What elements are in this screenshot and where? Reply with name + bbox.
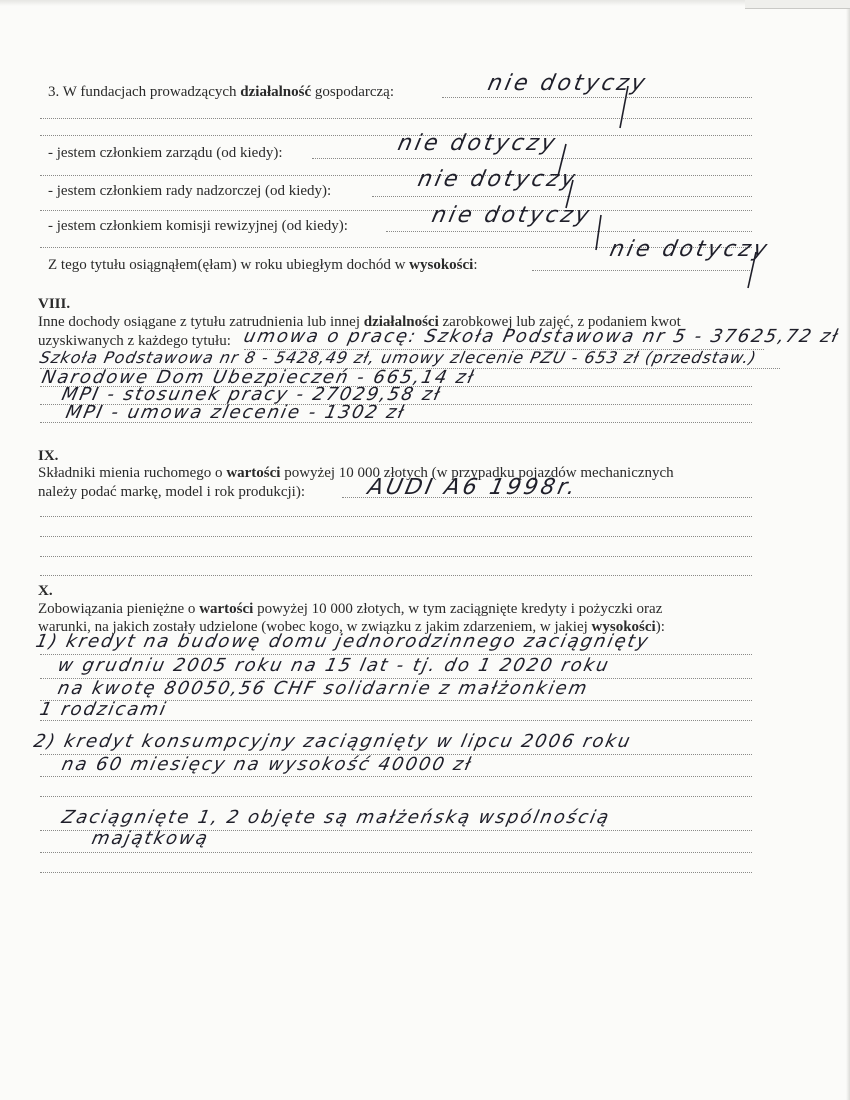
income-source-2: Szkoła Podstawowa nr 8 - 5428,49 zł, umowy zlecenie PZU - 653 zł (przedstaw.) — [38, 348, 759, 367]
dotted-line — [40, 556, 752, 557]
foundations-label: 3. W fundacjach prowadzących działalność gospodarczą: — [48, 84, 395, 100]
liability-line-2: w grudniu 2005 roku na 15 lat - tj. do 1 2020 roku — [55, 655, 612, 676]
board-label: - jestem członkiem zarządu (od kiedy): — [48, 145, 283, 161]
liability-line-4: 1 rodzicami — [37, 699, 170, 720]
supervisory-label: - jestem członkiem rady nadzorczej (od kiedy): — [48, 183, 332, 199]
income-value: nie dotyczy — [607, 237, 773, 262]
board-value: nie dotyczy — [395, 131, 561, 156]
section-ix-heading: IX. — [38, 448, 59, 464]
section-x-text: Zobowiązania pieniężne o wartości powyżej 10 000 złotych, w tym zaciągnięte kredyty i pożyczki oraz — [38, 601, 663, 617]
liability-line-5: 2) kredyt konsumpcyjny zaciągnięty w lipcu 2006 roku — [31, 731, 634, 752]
dotted-line — [40, 536, 752, 537]
audit-value: nie dotyczy — [429, 203, 595, 228]
liability-line-1: 1) kredyt na budowę domu jednorodzinnego zaciągnięty — [33, 631, 652, 652]
liability-line-6: na 60 miesięcy na wysokość 40000 zł — [59, 754, 475, 775]
liability-line-3: na kwotę 80050,56 CHF solidarnie z małżonkiem — [55, 678, 591, 699]
dotted-line — [40, 872, 752, 873]
liability-note-2: majątkową — [89, 828, 212, 849]
section-viii-text: Inne dochody osiągane z tytułu zatrudnienia lub innej działalności zarobkowej lub zajęć, z podaniem kwot — [38, 314, 681, 330]
dotted-line — [40, 776, 752, 777]
section-x-heading: X. — [38, 583, 53, 599]
income-source-4: MPI - stosunek pracy - 27029,58 zł — [59, 384, 444, 405]
section-ix-text: Składniki mienia ruchomego o wartości powyżej 10 000 złotych (w przypadku pojazdów mechanicznych — [38, 465, 674, 481]
foundations-value: nie dotyczy — [485, 71, 651, 96]
vehicle-value: AUDI A6 1998r. — [365, 475, 581, 500]
section-ix-text-2: należy podać markę, model i rok produkcji): — [38, 484, 305, 500]
income-source-3: Narodowe Dom Ubezpieczeń - 665,14 zł — [39, 367, 478, 388]
section-viii-text-2: uzyskiwanych z każdego tytułu: — [38, 333, 231, 349]
income-label: Z tego tytułu osiągnąłem(ęłam) w roku ubiegłym dochód w wysokości: — [48, 257, 478, 273]
dotted-line — [40, 796, 752, 797]
dotted-line — [40, 720, 752, 721]
dotted-line — [40, 852, 752, 853]
section-x-text-2: warunki, na jakich zostały udzielone (wobec kogo, w związku z jakim zdarzeniem, w jakiej wysokości): — [38, 619, 665, 635]
section-viii-heading: VIII. — [38, 296, 71, 312]
income-source-1: umowa o pracę: Szkoła Podstawowa nr 5 - 37625,72 zł — [241, 326, 842, 347]
dotted-line — [40, 516, 752, 517]
audit-label: - jestem członkiem komisji rewizyjnej (od kiedy): — [48, 218, 348, 234]
supervisory-value: nie dotyczy — [415, 167, 581, 192]
income-source-5: MPI - umowa zlecenie - 1302 zł — [63, 402, 408, 423]
liability-note-1: Zaciągnięte 1, 2 objęte są małżeńską wspólnością — [59, 807, 613, 828]
dotted-line — [40, 422, 752, 423]
handwritten-strokes — [0, 0, 850, 300]
dotted-line — [40, 575, 752, 576]
